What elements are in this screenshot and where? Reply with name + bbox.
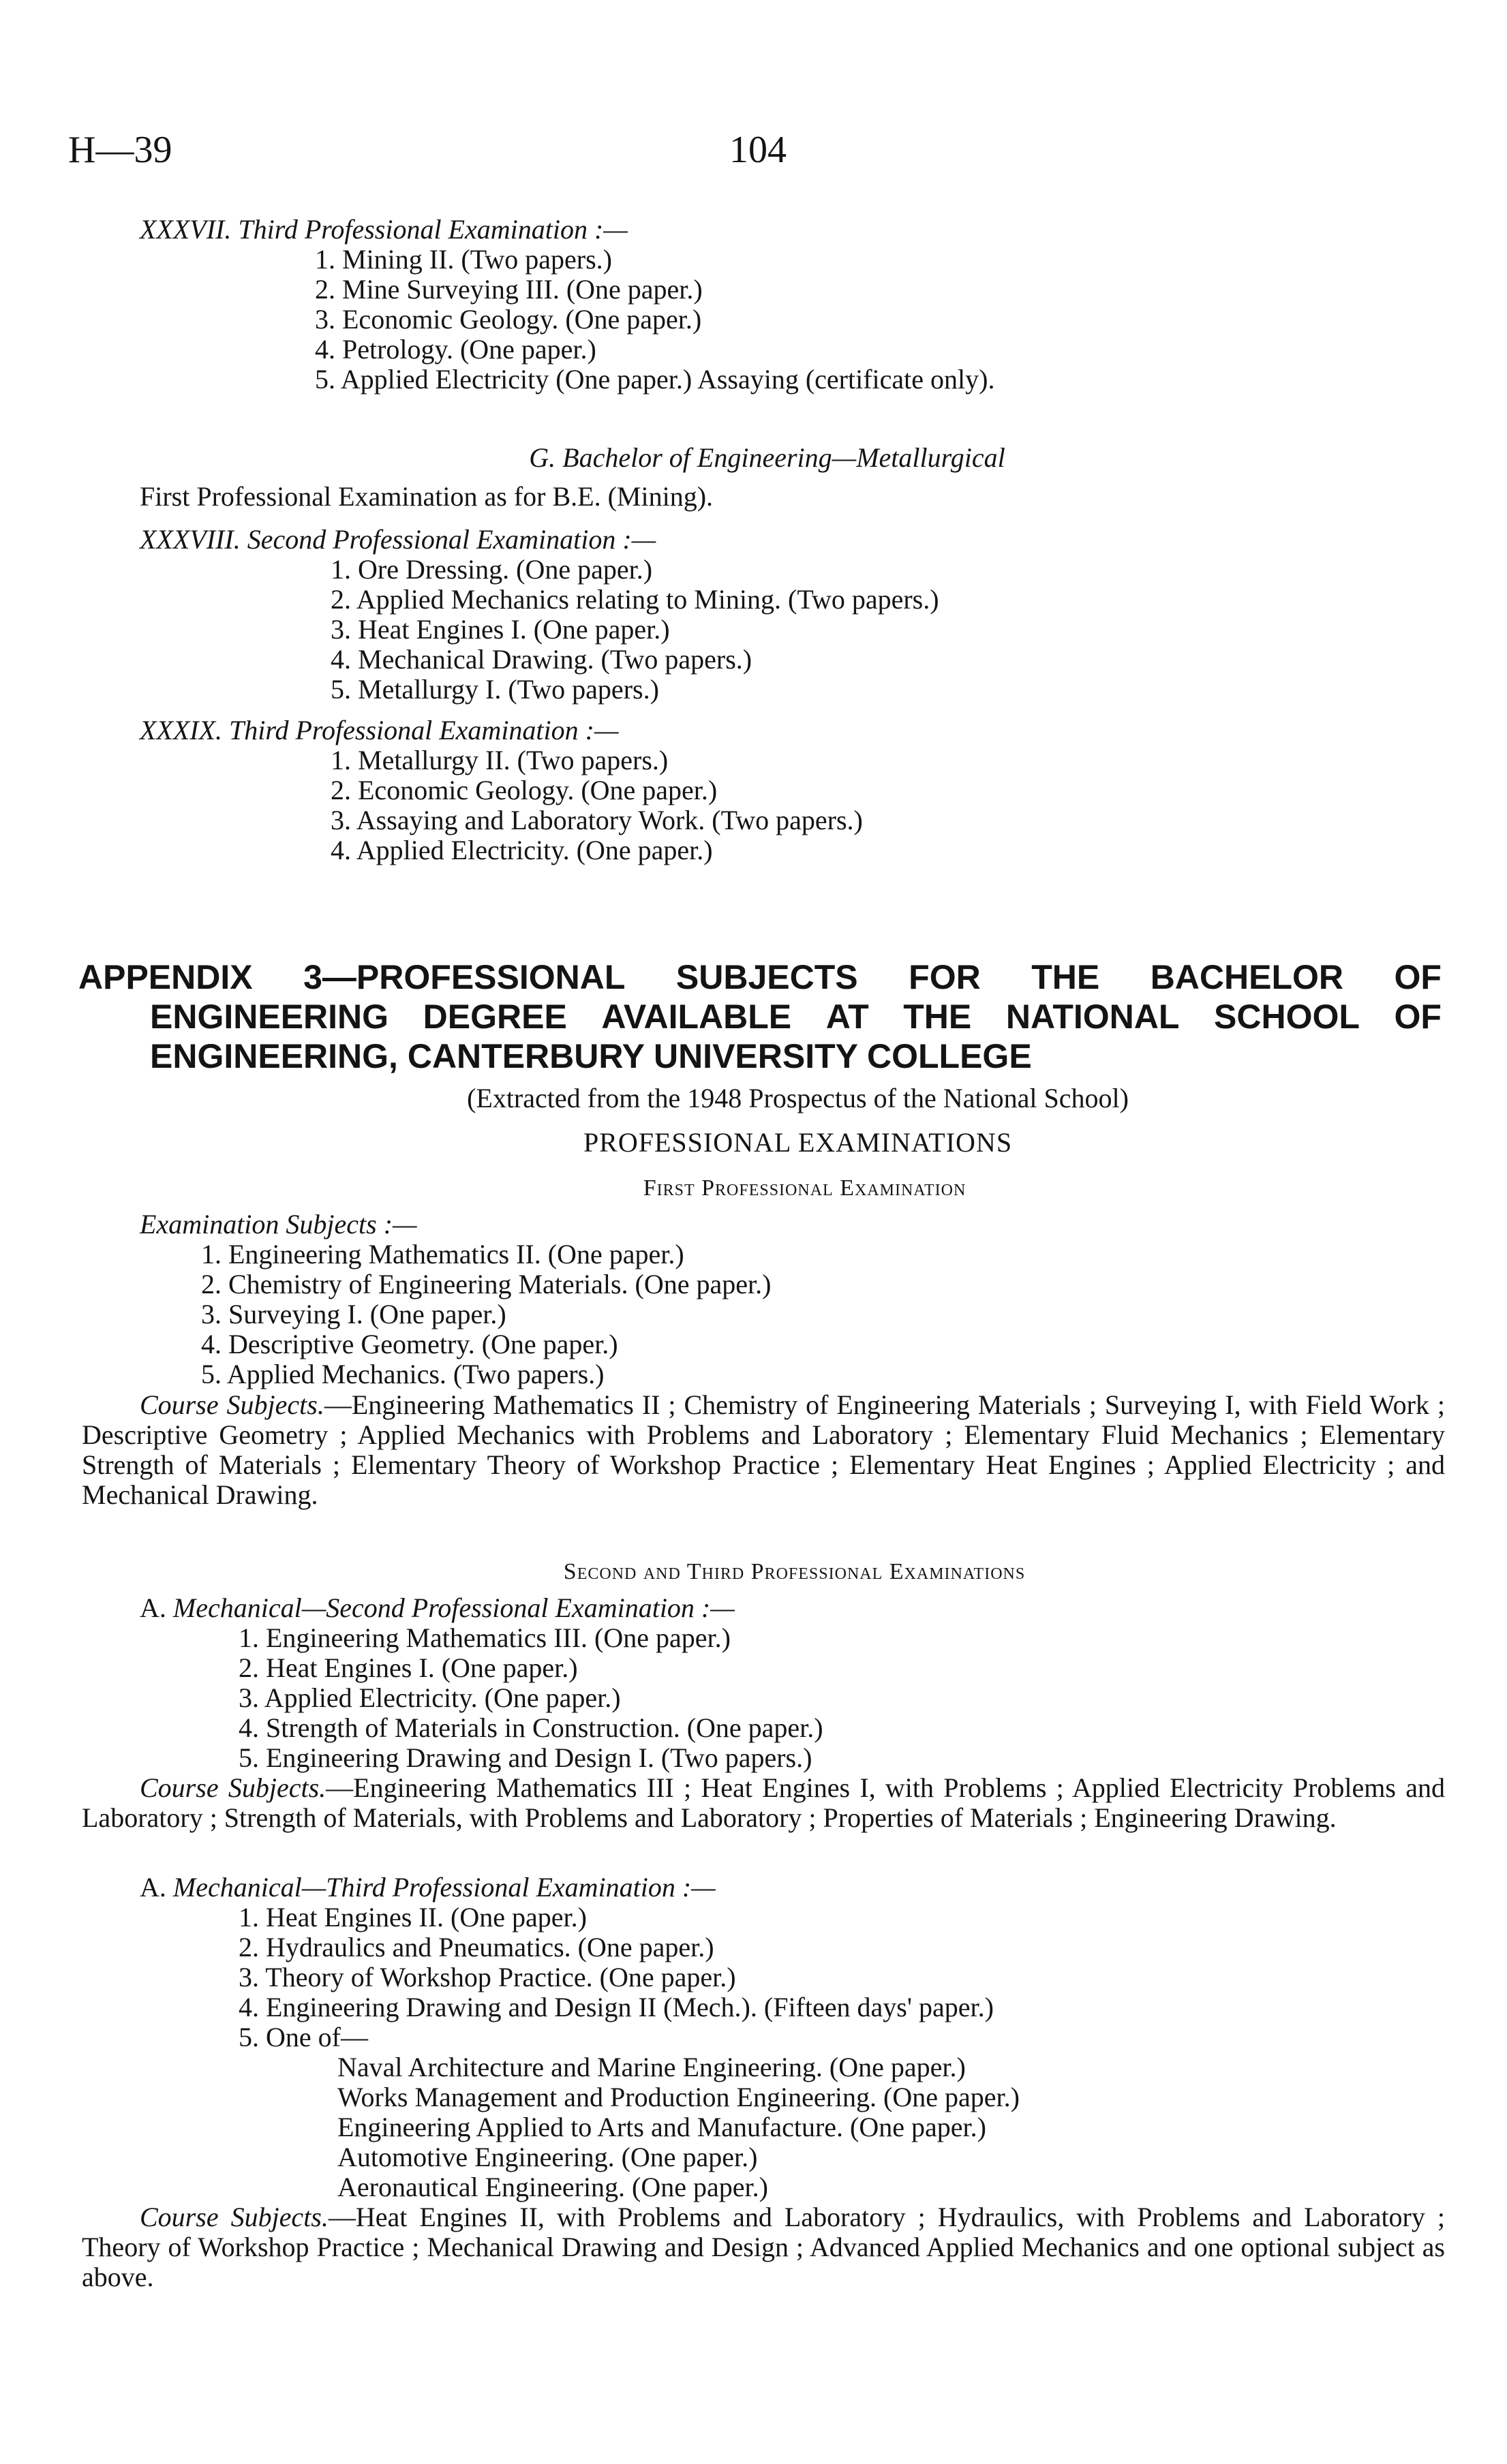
course-subjects-paragraph — [82, 1390, 1445, 1510]
section-title: A. Mechanical—Second Professional Examination :— — [140, 1592, 735, 1623]
course-subjects-label: Course Subjects. — [140, 2202, 329, 2232]
list-item: 1. Engineering Mathematics II. (One paper.) — [201, 1239, 684, 1269]
first-exam-note: First Professional Examination as for B.E. (Mining). — [140, 481, 714, 512]
source-note: (Extracted from the 1948 Prospectus of the National School) — [467, 1083, 1129, 1113]
option-item: Aeronautical Engineering. (One paper.) — [337, 2172, 768, 2202]
list-item: 5. Engineering Drawing and Design I. (Two papers.) — [239, 1742, 812, 1773]
list-item: 4. Petrology. (One paper.) — [315, 334, 596, 365]
list-item: 1. Metallurgy II. (Two papers.) — [331, 745, 669, 775]
list-item: 2. Chemistry of Engineering Materials. (One paper.) — [201, 1269, 772, 1299]
list-item: 2. Heat Engines I. (One paper.) — [239, 1652, 578, 1683]
list-item: 3. Theory of Workshop Practice. (One paper.) — [239, 1962, 736, 1992]
option-item: Works Management and Production Engineering. (One paper.) — [337, 2082, 1020, 2112]
list-item: 1. Engineering Mathematics III. (One paper.) — [239, 1622, 731, 1653]
appendix-title-line-2: ENGINEERING DEGREE AVAILABLE AT THE NATIONAL SCHOOL OF — [150, 998, 1442, 1036]
list-item: 3. Economic Geology. (One paper.) — [315, 304, 702, 335]
list-item: 2. Mine Surveying III. (One paper.) — [315, 274, 703, 305]
list-item: 1. Mining II. (Two papers.) — [315, 244, 612, 275]
list-item: 5. One of— — [239, 2022, 368, 2052]
list-item: 4. Mechanical Drawing. (Two papers.) — [331, 644, 752, 675]
list-item: 2. Applied Mechanics relating to Mining. (Two papers.) — [331, 584, 939, 615]
professional-examinations-heading: PROFESSIONAL EXAMINATIONS — [583, 1127, 1013, 1158]
course-subjects-paragraph — [82, 2202, 1445, 2292]
list-item: 4. Applied Electricity. (One paper.) — [331, 835, 713, 865]
section-xxxviii — [0, 525, 1507, 705]
list-item: 4. Engineering Drawing and Design II (Mech.). (Fifteen days' paper.) — [239, 1992, 994, 2022]
appendix-title-line-1: APPENDIX 3—PROFESSIONAL SUBJECTS FOR THE BACHELOR OF — [78, 958, 1442, 996]
section-xxxvii — [0, 215, 1507, 395]
mechanical-second-section — [0, 1593, 1507, 1773]
section-title: A. Mechanical—Third Professional Examination :— — [140, 1872, 716, 1903]
course-subjects-label: Course Subjects. — [140, 1389, 324, 1420]
list-item: 4. Descriptive Geometry. (One paper.) — [201, 1329, 618, 1359]
list-item: 3. Heat Engines I. (One paper.) — [331, 614, 670, 645]
course-subjects-text: —Heat Engines II, with Problems and Laboratory ; Hydraulics, with Problems and Laboratory ; Theory of Workshop Practice ; Mechanical Drawing and Design ; Advanced Applied Mechanics and one optional subject as above. — [82, 2202, 1445, 2292]
list-item: 3. Surveying I. (One paper.) — [201, 1299, 506, 1329]
exam-subjects-label: Examination Subjects :— — [140, 1209, 417, 1239]
course-subjects-text: —Engineering Mathematics II ; Chemistry of Engineering Materials ; Surveying I, with Field Work ; Descriptive Geometry ; Applied Mechanics with Problems and Laboratory ; Elementary Fluid Mechanics ; Elementary Strength of Materials ; Elementary Theory of Workshop Practice ; Elementary Heat Engines ; Applied Electricity ; and Mechanical Drawing. — [82, 1389, 1445, 1510]
section-g — [0, 443, 1507, 473]
section-title: XXXVII. Third Professional Examination :— — [140, 214, 628, 245]
option-item: Naval Architecture and Marine Engineering. (One paper.) — [337, 2052, 966, 2082]
list-item: 3. Applied Electricity. (One paper.) — [239, 1682, 621, 1713]
section-title: XXXIX. Third Professional Examination :— — [140, 715, 619, 745]
page-number: 104 — [729, 129, 787, 171]
option-item: Automotive Engineering. (One paper.) — [337, 2142, 758, 2172]
appendix-title-line-3: ENGINEERING, CANTERBURY UNIVERSITY COLLEGE — [150, 1037, 1032, 1075]
option-item: Engineering Applied to Arts and Manufacture. (One paper.) — [337, 2112, 986, 2142]
course-subjects-paragraph — [82, 1773, 1445, 1833]
list-item: 5. Applied Electricity (One paper.) Assaying (certificate only). — [315, 364, 995, 395]
section-heading: G. Bachelor of Engineering—Metallurgical — [529, 442, 1005, 473]
list-item: 1. Heat Engines II. (One paper.) — [239, 1902, 587, 1932]
first-exam-section — [0, 1210, 1507, 1389]
course-subjects-label: Course Subjects. — [140, 1772, 326, 1803]
list-item: 2. Economic Geology. (One paper.) — [331, 775, 718, 805]
page-reference: H—39 — [68, 129, 172, 171]
appendix-title — [78, 957, 1442, 1076]
list-item: 2. Hydraulics and Pneumatics. (One paper.) — [239, 1932, 714, 1962]
list-item: 3. Assaying and Laboratory Work. (Two papers.) — [331, 805, 863, 835]
list-item: 5. Metallurgy I. (Two papers.) — [331, 674, 659, 705]
section-title: XXXVIII. Second Professional Examination :— — [140, 524, 656, 555]
section-xxxix — [0, 715, 1507, 865]
second-third-heading: Second and Third Professional Examinations — [563, 1559, 1026, 1584]
list-item: 4. Strength of Materials in Construction. (One paper.) — [239, 1712, 823, 1743]
list-item: 1. Ore Dressing. (One paper.) — [331, 554, 653, 585]
mechanical-third-section — [0, 1873, 1507, 2202]
list-item: 5. Applied Mechanics. (Two papers.) — [201, 1359, 605, 1389]
first-exam-heading: First Professional Examination — [643, 1175, 966, 1201]
course-subjects-text: —Engineering Mathematics III ; Heat Engines I, with Problems ; Applied Electricity Problems and Laboratory ; Strength of Materials, with Problems and Laboratory ; Properties of Materials ; Engineering Drawing. — [82, 1772, 1445, 1833]
